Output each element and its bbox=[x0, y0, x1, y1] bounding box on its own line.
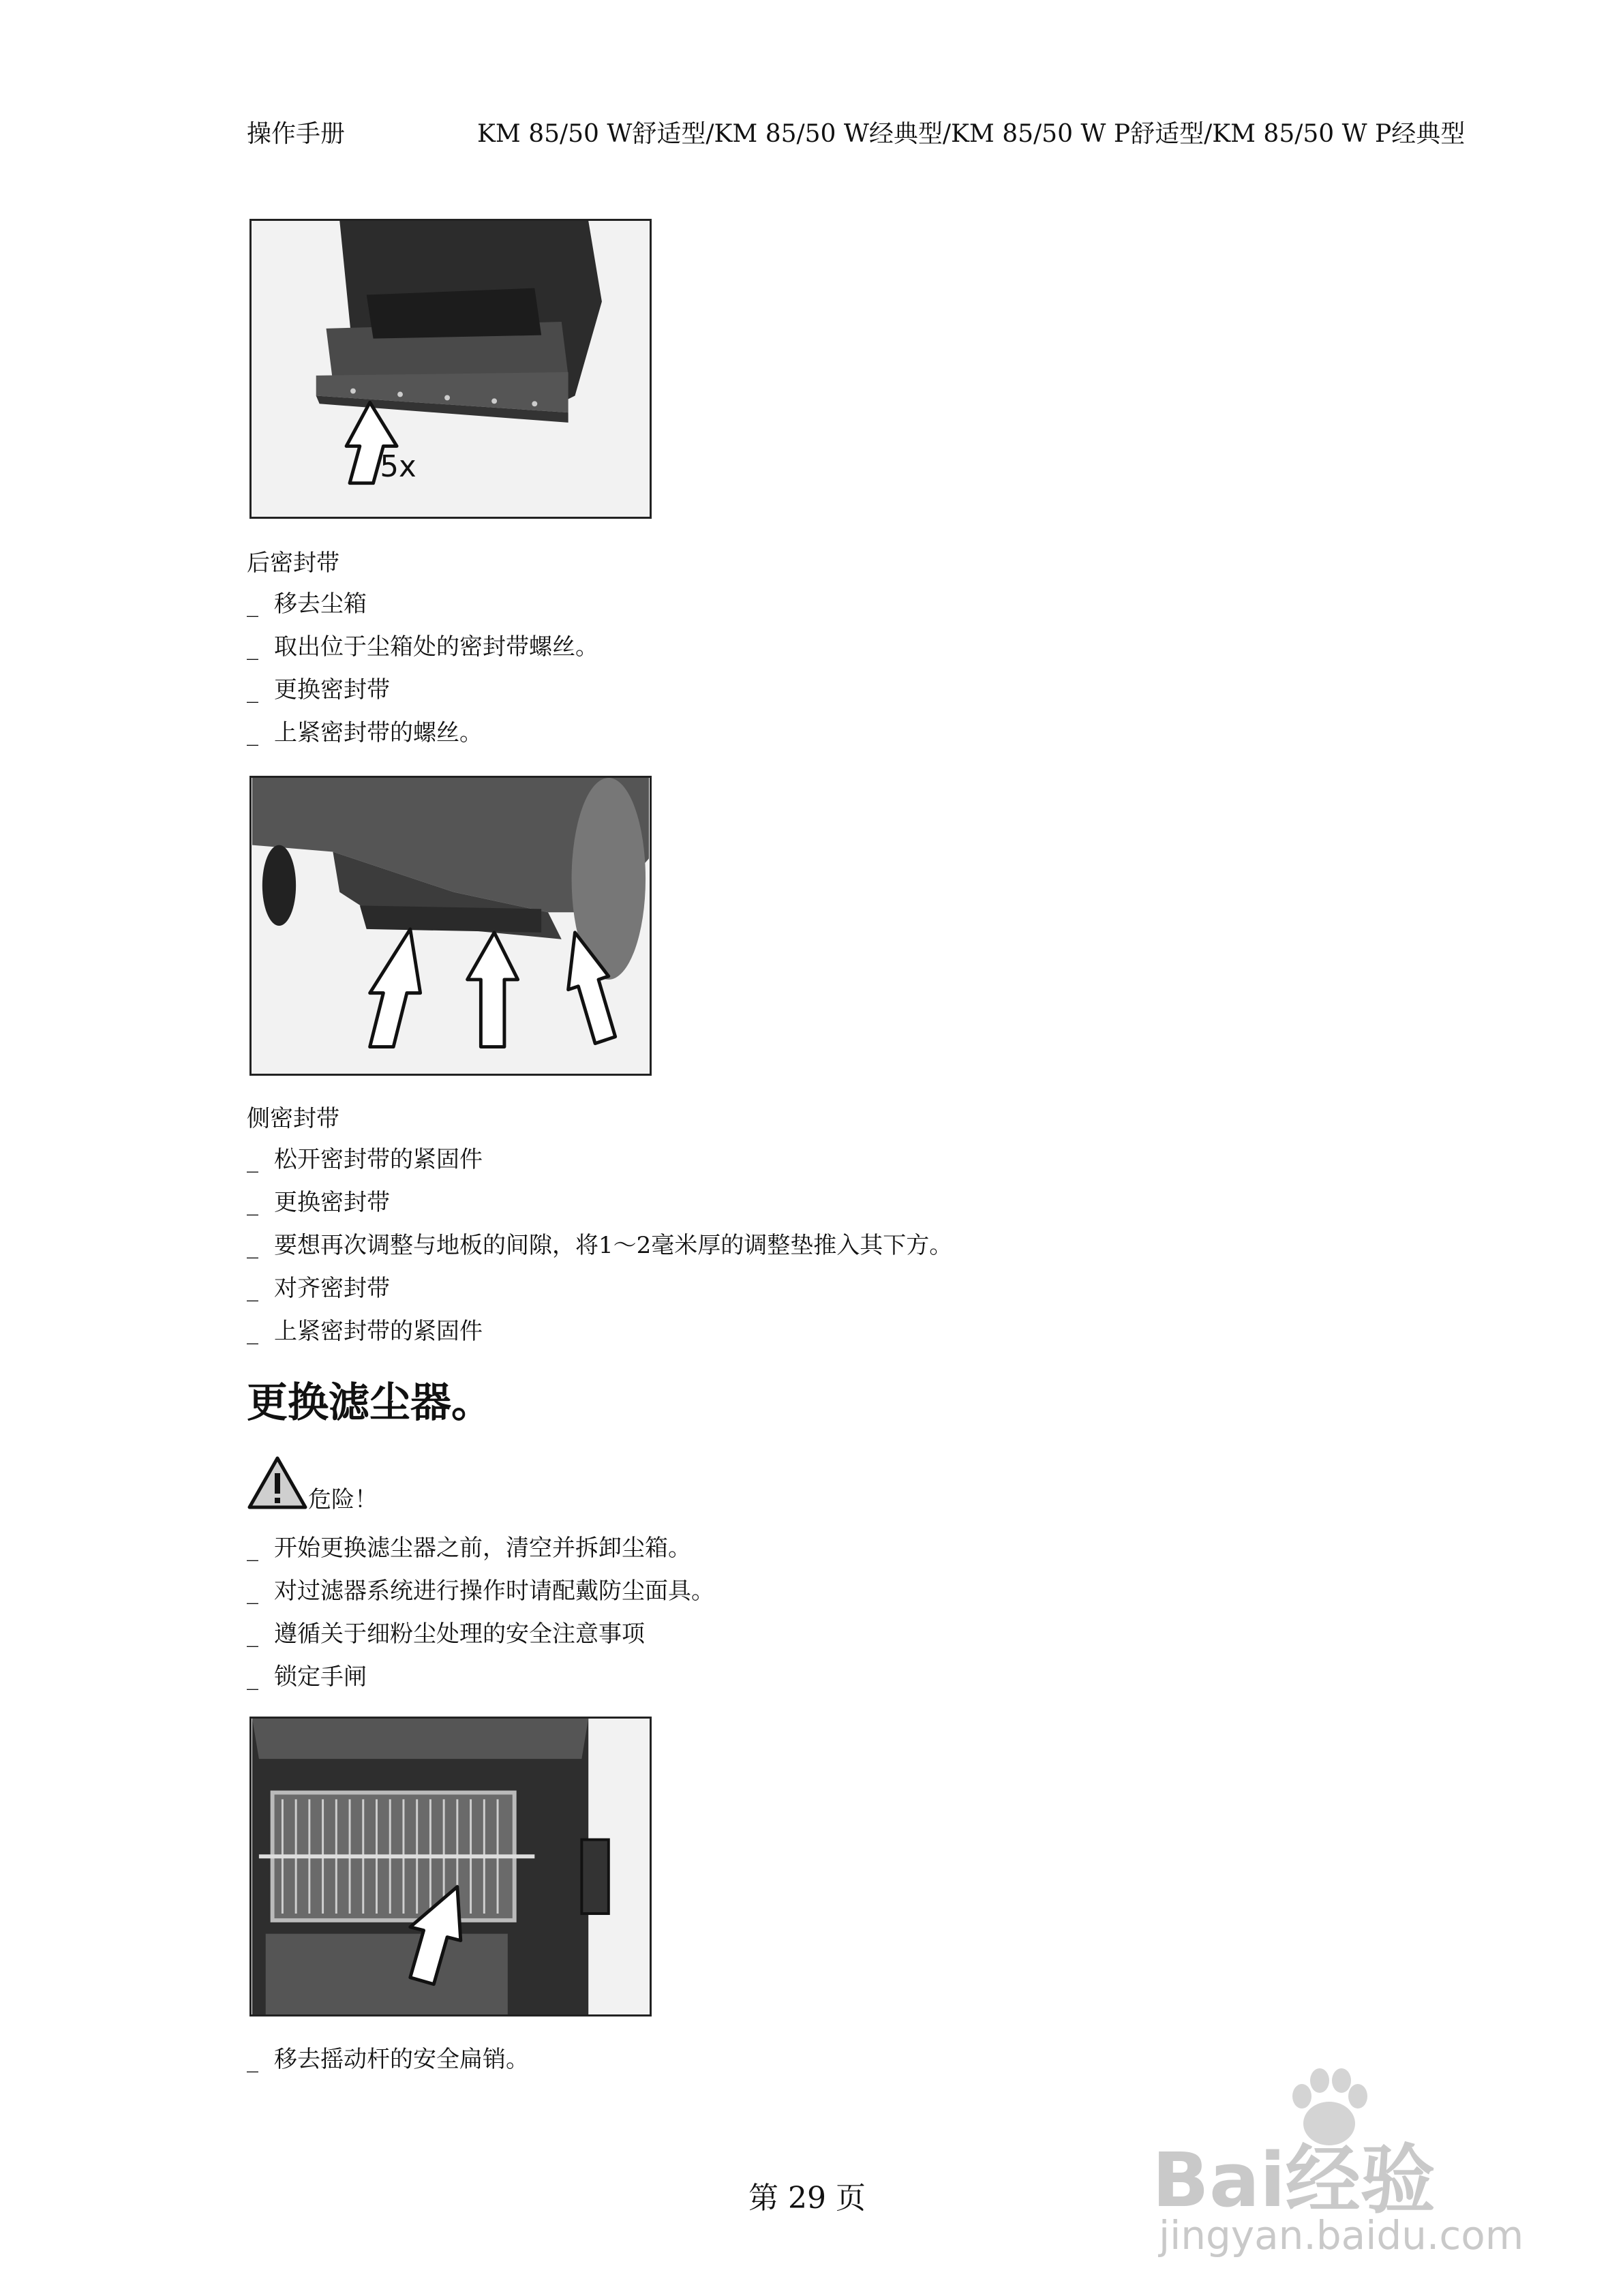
watermark-url: jingyan.baidu.com bbox=[1159, 2212, 1524, 2259]
list-item: _ 更换密封带 bbox=[247, 676, 390, 704]
list-item: _ 遵循关于细粉尘处理的安全注意事项 bbox=[247, 1620, 645, 1648]
list-item: _ 移去摇动杆的安全扁销。 bbox=[247, 2046, 529, 2073]
filter-section-heading: 更换滤尘器。 bbox=[247, 1379, 492, 1427]
side-seal-steps bbox=[247, 1138, 952, 1353]
list-item: _ 上紧密封带的螺丝。 bbox=[247, 719, 483, 746]
header-manual-label: 操作手册 bbox=[247, 120, 346, 148]
list-item: _ 锁定手闸 bbox=[247, 1663, 367, 1691]
rear-seal-title: 后密封带 bbox=[247, 549, 339, 577]
warning-label: 危险！ bbox=[308, 1486, 378, 1513]
header-model-line: KM 85/50 W舒适型/KM 85/50 W经典型/KM 85/50 W P舒适型/KM 85/50 W P经典型 bbox=[477, 120, 1466, 148]
warning-triangle-icon bbox=[247, 1455, 308, 1510]
list-item: _ 更换密封带 bbox=[247, 1189, 390, 1216]
figure-rear-seal-screws bbox=[249, 219, 652, 519]
filter-steps bbox=[247, 1527, 714, 1699]
rear-seal-steps bbox=[247, 583, 598, 755]
watermark-brand: Bai经验 bbox=[1152, 2136, 1436, 2224]
list-item: _ 要想再次调整与地板的间隙，将1～2毫米厚的调整垫推入其下方。 bbox=[247, 1232, 953, 1259]
side-seal-title: 侧密封带 bbox=[247, 1105, 339, 1132]
list-item: _ 移去尘箱 bbox=[247, 590, 367, 618]
list-item: _ 开始更换滤尘器之前，清空并拆卸尘箱。 bbox=[247, 1535, 691, 1562]
list-item: _ 松开密封带的紧固件 bbox=[247, 1146, 483, 1173]
figure-dust-filter bbox=[249, 1717, 652, 2016]
filter-followup-steps bbox=[247, 2038, 529, 2081]
list-item: _ 对过滤器系统进行操作时请配戴防尘面具。 bbox=[247, 1577, 714, 1605]
page-number: 第 29 页 bbox=[748, 2181, 866, 2216]
list-item: _ 上紧密封带的紧固件 bbox=[247, 1318, 483, 1345]
figure-quantity-label: 5x bbox=[380, 449, 416, 484]
list-item: _ 对齐密封带 bbox=[247, 1275, 390, 1302]
list-item: _ 取出位于尘箱处的密封带螺丝。 bbox=[247, 633, 598, 661]
figure-side-seal-fasteners bbox=[249, 776, 652, 1076]
